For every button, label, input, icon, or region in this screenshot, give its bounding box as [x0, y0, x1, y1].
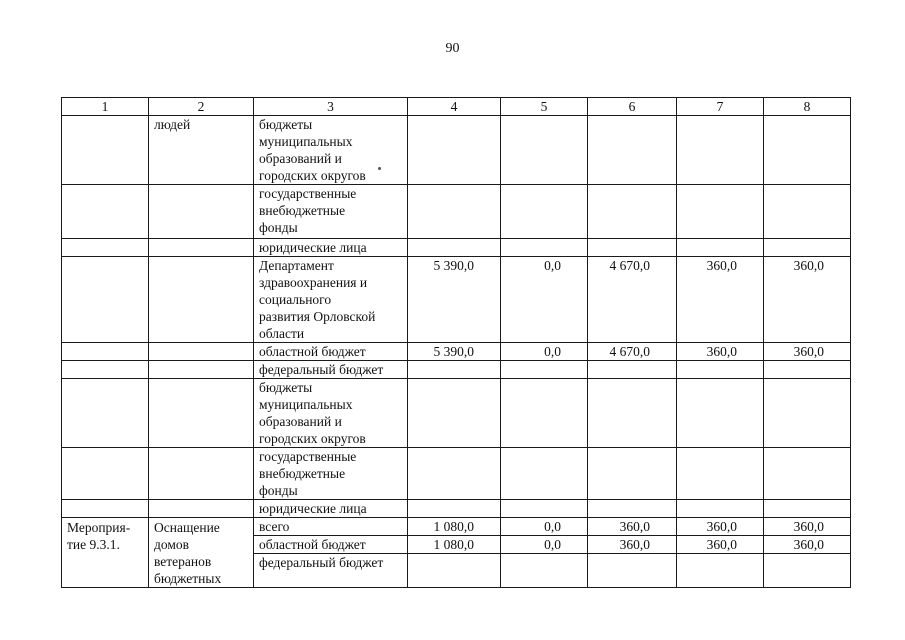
value-cell: 360,0 [677, 257, 764, 343]
value-cell [764, 379, 851, 448]
funding-source-cell [254, 448, 408, 500]
value-cell [677, 448, 764, 500]
value-cell [764, 500, 851, 518]
row-number-cell [62, 239, 149, 257]
funding-source-line: внебюджетные [259, 203, 346, 218]
value-cell [764, 185, 851, 239]
value-cell [677, 239, 764, 257]
value-cell: 360,0 [764, 343, 851, 361]
value-cell [501, 361, 588, 379]
table-row [62, 361, 851, 379]
value-cell [677, 361, 764, 379]
funding-source-line: федеральный бюджет [259, 555, 384, 570]
value-cell: 360,0 [677, 518, 764, 536]
table-row [62, 518, 851, 536]
row-number-cell [62, 116, 149, 185]
value-cell [408, 500, 501, 518]
row-name-cell [149, 448, 254, 500]
value-cell [588, 379, 677, 448]
header-cell: 4 [408, 98, 501, 116]
row-number-cell [62, 500, 149, 518]
value-cell [588, 500, 677, 518]
value-cell [764, 116, 851, 185]
funding-source-line: бюджеты [259, 380, 313, 395]
table-row [62, 239, 851, 257]
value-cell [764, 448, 851, 500]
funding-source-line: государственные [259, 186, 357, 201]
value-cell: 360,0 [588, 536, 677, 554]
value-cell [501, 239, 588, 257]
value-cell: 1 080,0 [408, 518, 501, 536]
row-number-cell [62, 448, 149, 500]
funding-source-cell [254, 343, 408, 361]
value-cell [501, 448, 588, 500]
measure-description-line: домов [154, 537, 190, 552]
measure-description-line: бюджетных [154, 571, 222, 586]
measure-description-line: Оснащение [154, 520, 220, 535]
measure-description-cell [149, 518, 254, 588]
row-name-cell [149, 239, 254, 257]
row-number-cell [62, 185, 149, 239]
funding-source-cell [254, 536, 408, 554]
funding-source-line: области [259, 326, 305, 341]
funding-source-line: федеральный бюджет [259, 362, 384, 377]
budget-table [61, 97, 851, 588]
funding-source-line: здравоохранения и [259, 275, 368, 290]
value-cell [588, 116, 677, 185]
table-row [62, 116, 851, 185]
funding-source-line: развития Орловской [259, 309, 376, 324]
row-number-cell [62, 361, 149, 379]
value-cell: 360,0 [764, 257, 851, 343]
value-cell [588, 185, 677, 239]
table-row [62, 379, 851, 448]
measure-label-line: тие 9.3.1. [67, 537, 120, 552]
page-number: 90 [445, 41, 460, 56]
funding-source-line: юридические лица [259, 501, 367, 516]
value-cell [501, 116, 588, 185]
value-cell: 0,0 [501, 518, 588, 536]
value-cell [501, 379, 588, 448]
funding-source-cell [254, 518, 408, 536]
value-cell [501, 500, 588, 518]
header-cell: 8 [764, 98, 851, 116]
value-cell [501, 185, 588, 239]
header-row [62, 98, 851, 116]
row-name-cell [149, 500, 254, 518]
value-cell: 0,0 [501, 536, 588, 554]
funding-source-line: государственные [259, 449, 357, 464]
funding-source-line: областной бюджет [259, 537, 366, 552]
value-cell [677, 116, 764, 185]
measure-description-line: ветеранов [154, 554, 212, 569]
value-cell [677, 500, 764, 518]
table-row [62, 448, 851, 500]
funding-source-line: фонды [259, 220, 298, 235]
value-cell [588, 239, 677, 257]
measure-label-line: Мероприя- [67, 520, 131, 535]
row-name-cell [149, 343, 254, 361]
funding-source-line: социального [259, 292, 332, 307]
row-number-cell [62, 379, 149, 448]
value-cell [677, 554, 764, 588]
value-cell: 4 670,0 [588, 257, 677, 343]
value-cell [677, 379, 764, 448]
value-cell [764, 239, 851, 257]
funding-source-line: внебюджетные [259, 466, 346, 481]
funding-source-line: городских округов [259, 168, 366, 183]
header-cell: 5 [501, 98, 588, 116]
header-cell: 7 [677, 98, 764, 116]
value-cell [588, 361, 677, 379]
table-row [62, 257, 851, 343]
value-cell: 5 390,0 [408, 343, 501, 361]
funding-source-line: фонды [259, 483, 298, 498]
funding-source-line: образований и [259, 414, 342, 429]
value-cell [588, 554, 677, 588]
funding-source-line: образований и [259, 151, 342, 166]
row-name-cell: людей [149, 116, 254, 185]
table-row [62, 343, 851, 361]
header-cell: 3 [254, 98, 408, 116]
header-cell: 2 [149, 98, 254, 116]
value-cell: 360,0 [764, 518, 851, 536]
value-cell [408, 554, 501, 588]
value-cell: 360,0 [764, 536, 851, 554]
funding-source-line: всего [259, 519, 290, 534]
funding-source-line: юридические лица [259, 240, 367, 255]
row-number-cell [62, 257, 149, 343]
value-cell: 0,0 [501, 343, 588, 361]
funding-source-cell [254, 500, 408, 518]
value-cell [408, 379, 501, 448]
funding-source-cell [254, 379, 408, 448]
value-cell [588, 448, 677, 500]
header-cell: 6 [588, 98, 677, 116]
row-name-cell [149, 257, 254, 343]
measure-label-cell [62, 518, 149, 588]
row-name-cell [149, 361, 254, 379]
funding-source-cell [254, 257, 408, 343]
funding-source-line: бюджеты [259, 117, 313, 132]
value-cell [501, 554, 588, 588]
funding-source-cell [254, 239, 408, 257]
table-row [62, 500, 851, 518]
value-cell [764, 361, 851, 379]
value-cell [408, 185, 501, 239]
funding-source-cell [254, 116, 408, 185]
funding-source-line: Департамент [259, 258, 334, 273]
value-cell: 360,0 [677, 343, 764, 361]
value-cell [408, 448, 501, 500]
funding-source-line: городских округов [259, 431, 366, 446]
value-cell: 360,0 [588, 518, 677, 536]
funding-source-cell [254, 185, 408, 239]
funding-source-line: областной бюджет [259, 344, 366, 359]
value-cell [677, 185, 764, 239]
funding-source-line: муниципальных [259, 397, 353, 412]
funding-source-cell [254, 361, 408, 379]
funding-source-cell [254, 554, 408, 588]
row-number-cell [62, 343, 149, 361]
value-cell: 4 670,0 [588, 343, 677, 361]
funding-source-line: муниципальных [259, 134, 353, 149]
row-name-cell [149, 185, 254, 239]
value-cell: 0,0 [501, 257, 588, 343]
value-cell: 360,0 [677, 536, 764, 554]
table-row [62, 185, 851, 239]
header-cell: 1 [62, 98, 149, 116]
value-cell [408, 361, 501, 379]
scan-speck [378, 167, 381, 170]
value-cell [764, 554, 851, 588]
value-cell [408, 116, 501, 185]
row-name-cell [149, 379, 254, 448]
value-cell: 5 390,0 [408, 257, 501, 343]
value-cell [408, 239, 501, 257]
value-cell: 1 080,0 [408, 536, 501, 554]
